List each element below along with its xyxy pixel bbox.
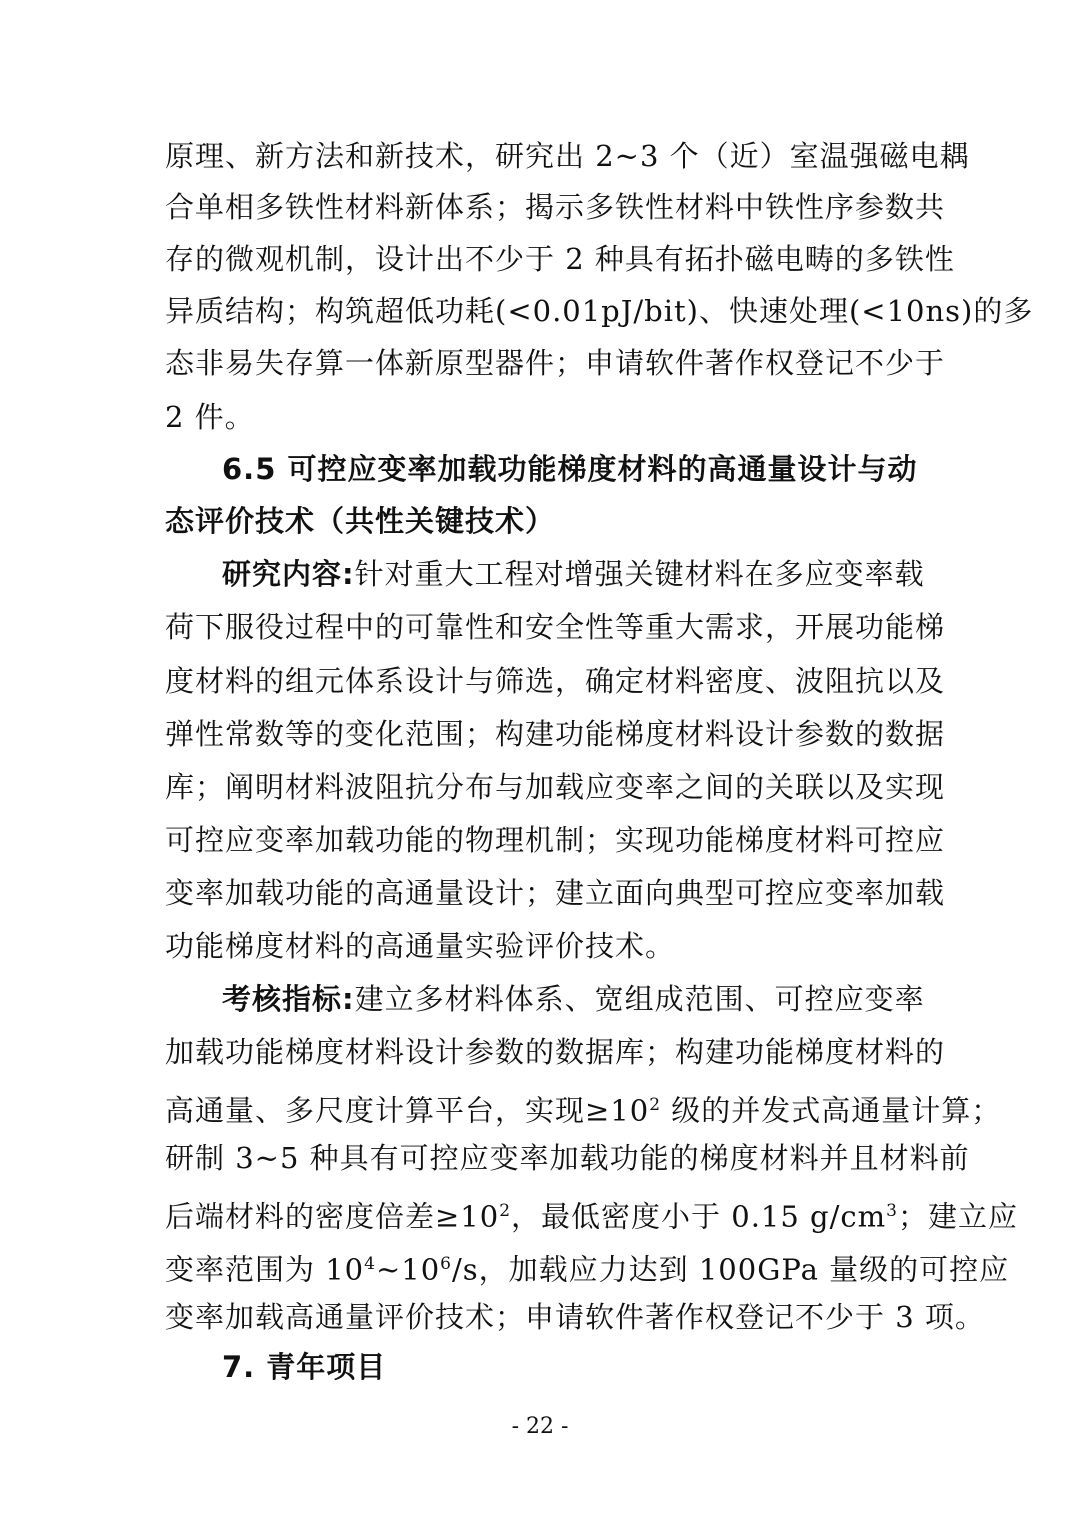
body-text-line: 原理、新方法和新技术，研究出 2~3 个（近）室温强磁电耦 bbox=[165, 139, 970, 173]
body-text-line: 高通量、多尺度计算平台，实现$\ge 10^2$ 级的并发式高通量计算； bbox=[165, 1093, 1002, 1128]
assessment-first-line-text: 建立多材料体系、宽组成范围、可控应变率 bbox=[354, 982, 925, 1016]
body-text-line: 可控应变率加载功能的物理机制；实现功能梯度材料可控应 bbox=[165, 823, 946, 857]
body-text-line: 荷下服役过程中的可靠性和安全性等重大需求，开展功能梯 bbox=[165, 610, 946, 644]
assessment-label: 考核指标: bbox=[222, 982, 355, 1016]
section-heading-line: 6.5 可控应变率加载功能梯度材料的高通量设计与动 bbox=[222, 452, 918, 486]
research-first-line bbox=[222, 549, 925, 599]
body-text-line: 度材料的组元体系设计与筛选，确定材料密度、波阻抗以及 bbox=[165, 664, 946, 698]
body-text-line: 变率加载功能的高通量设计；建立面向典型可控应变率加载 bbox=[165, 876, 946, 910]
body-text-line: 变率加载高通量评价技术；申请软件著作权登记不少于 3 项。 bbox=[165, 1300, 985, 1334]
body-text-line: 变率范围为 $10^4\sim 10^6/s$，加载应力达到 100GPa 量级的可控应 bbox=[165, 1252, 1010, 1287]
assessment-first-line bbox=[222, 974, 925, 1024]
section-heading-line: 态评价技术（共性关键技术） bbox=[165, 504, 556, 538]
body-text-line: 弹性常数等的变化范围；构建功能梯度材料设计参数的数据 bbox=[165, 717, 946, 751]
body-text-line: 库；阐明材料波阻抗分布与加载应变率之间的关联以及实现 bbox=[165, 770, 946, 804]
body-text-line: 加载功能梯度材料设计参数的数据库；构建功能梯度材料的 bbox=[165, 1035, 946, 1069]
research-label: 研究内容: bbox=[222, 557, 355, 591]
body-text-line: 存的微观机制，设计出不少于 2 种具有拓扑磁电畴的多铁性 bbox=[165, 242, 955, 276]
research-first-line-text: 针对重大工程对增强关键材料在多应变率载 bbox=[354, 557, 925, 591]
body-text-line: 功能梯度材料的高通量实验评价技术。 bbox=[165, 929, 676, 963]
body-text-line: 异质结构；构筑超低功耗(<0.01pJ/bit)、快速处理(<10ns)的多 bbox=[165, 294, 1034, 328]
body-text-line: 合单相多铁性材料新体系；揭示多铁性材料中铁性序参数共 bbox=[165, 190, 946, 224]
body-text-line: 态非易失存算一体新原型器件；申请软件著作权登记不少于 bbox=[165, 346, 946, 380]
page-number: - 22 - bbox=[511, 1414, 569, 1439]
section-7-heading: 7. 青年项目 bbox=[222, 1350, 387, 1384]
body-text-line: 研制 3~5 种具有可控应变率加载功能的梯度材料并且材料前 bbox=[165, 1141, 970, 1175]
body-text-line: 后端材料的密度倍差$\ge 10^2$，最低密度小于 0.15 $g/cm^3$；建立应 bbox=[165, 1199, 1018, 1234]
body-text-line: 2 件。 bbox=[165, 400, 255, 434]
